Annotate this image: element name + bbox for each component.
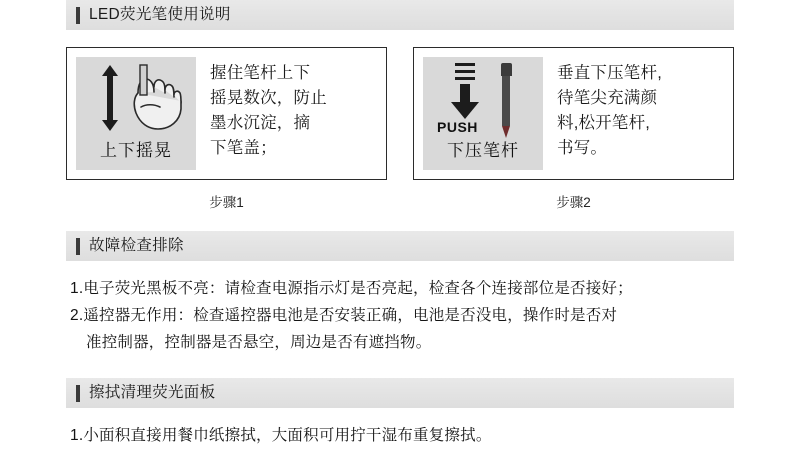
list-item (70, 302, 730, 356)
arrow-down-icon (102, 120, 118, 131)
push-illustration (423, 57, 543, 137)
list-item-text-continued: 准控制器，控制器是否悬空，周边是否有遮挡物。 (86, 334, 432, 351)
down-arrow-icon (451, 63, 479, 119)
section-header-troubleshoot (66, 231, 734, 261)
step-2-line-4: 书写。 (557, 139, 608, 157)
shake-up-down-icon (76, 57, 196, 170)
step-2 (413, 47, 734, 211)
accent-mark (76, 385, 80, 402)
step-2-icon-label: 下压笔杆 (447, 141, 519, 160)
accent-mark (76, 7, 80, 24)
step-2-line-2: 待笔尖充满颜 (557, 89, 658, 107)
step-2-text (543, 57, 724, 170)
step-2-line-3: 料,松开笔杆, (557, 114, 651, 132)
step-1-line-2: 摇晃数次，防止 (210, 89, 327, 107)
step-1-icon-label: 上下摇晃 (100, 141, 172, 160)
steps-row (66, 47, 734, 211)
list-item (70, 275, 730, 302)
step-2-caption: 步骤2 (556, 195, 591, 210)
pen-icon (499, 63, 513, 138)
motion-dash (455, 63, 475, 66)
list-item (70, 422, 730, 449)
list-item-text: 2.遥控器无作用：检查遥控器电池是否安装正确，电池是否没电，操作时是否对 (70, 307, 618, 324)
step-2-line-1: 垂直下压笔杆, (557, 64, 662, 82)
pen-cap (501, 63, 512, 76)
step-1-line-1: 握住笔杆上下 (210, 64, 311, 82)
list-item-text: 1.小面积直接用餐巾纸擦拭，大面积可用拧干湿布重复擦拭。 (70, 427, 492, 444)
push-down-icon (423, 57, 543, 170)
section-header-cleaning (66, 378, 734, 408)
arrow-stem (107, 75, 113, 121)
section-title-troubleshoot: 故障检查排除 (89, 237, 184, 255)
push-word-label: PUSH (437, 119, 478, 135)
shake-illustration (76, 57, 196, 139)
accent-mark (76, 238, 80, 255)
cleaning-list (66, 422, 734, 449)
step-1-text (196, 57, 377, 170)
arrow-stem (460, 84, 470, 104)
motion-dash (455, 70, 475, 73)
troubleshoot-list (66, 275, 734, 356)
step-1-caption: 步骤1 (209, 195, 244, 210)
step-1-line-4: 下笔盖； (210, 139, 277, 157)
section-title-cleaning: 擦拭清理荧光面板 (89, 384, 216, 402)
up-down-arrow-icon (102, 65, 118, 131)
motion-dash (455, 77, 475, 80)
step-2-box (413, 47, 734, 180)
arrow-head (451, 102, 479, 119)
section-title-usage: LED荧光笔使用说明 (89, 6, 231, 24)
hand-holding-pen-icon (124, 63, 186, 140)
step-1 (66, 47, 387, 211)
section-header-usage (66, 0, 734, 30)
list-item-text: 1.电子荧光黑板不亮：请检查电源指示灯是否亮起，检查各个连接部位是否接好； (70, 280, 633, 297)
step-1-line-3: 墨水沉淀，摘 (210, 114, 311, 132)
pen-body (502, 76, 510, 126)
step-1-box (66, 47, 387, 180)
